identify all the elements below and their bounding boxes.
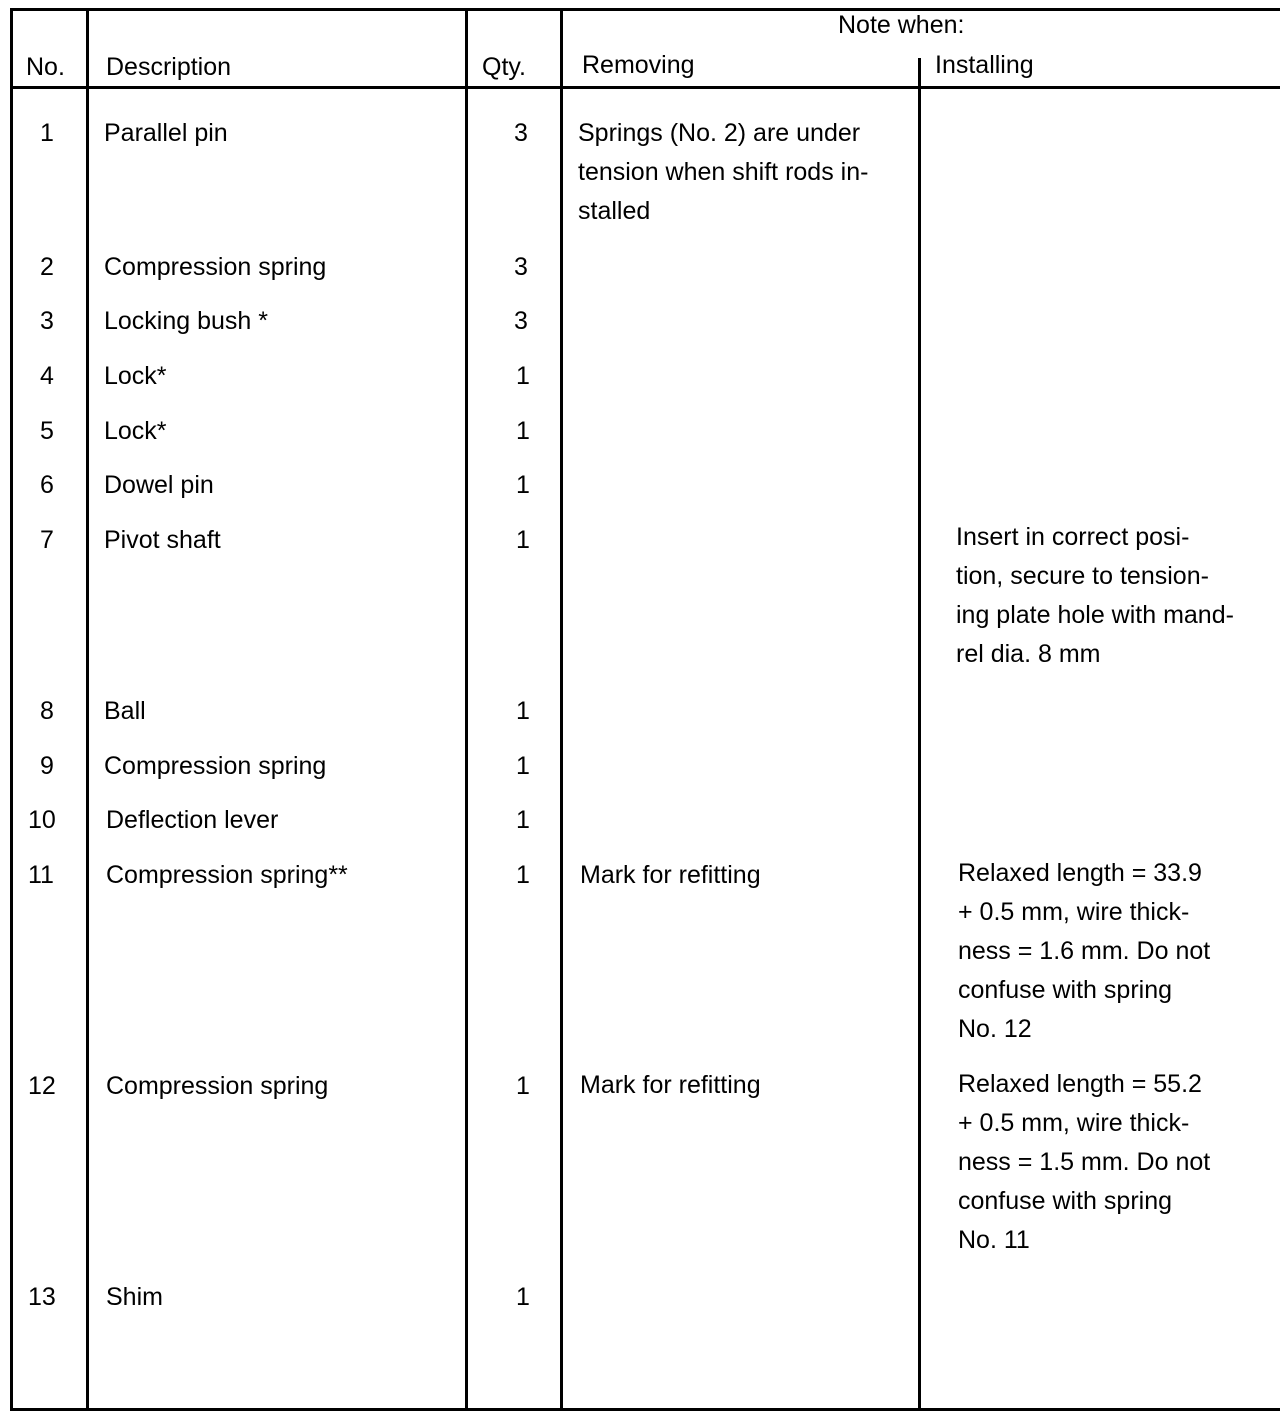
note-when-header: Note when:	[838, 11, 965, 39]
row-8-description: Ball	[104, 697, 146, 725]
row-12-installing-line-5: No. 11	[958, 1226, 1030, 1254]
row-13-description: Shim	[106, 1283, 163, 1311]
row-5-no: 5	[40, 417, 54, 445]
row-12-installing-line-3: ness = 1.5 mm. Do not	[958, 1148, 1211, 1176]
row-12-installing-line-1: Relaxed length = 55.2	[958, 1070, 1202, 1098]
header-qty: Qty.	[482, 53, 526, 81]
row-3-description: Locking bush *	[104, 307, 269, 335]
row-13-qty: 1	[516, 1283, 530, 1311]
row-11-description: Compression spring**	[106, 861, 348, 889]
row-2-qty: 3	[514, 253, 528, 281]
row-8-qty: 1	[516, 697, 530, 725]
row-12-description: Compression spring	[106, 1072, 329, 1100]
row-5-qty: 1	[516, 417, 530, 445]
row-1-no: 1	[40, 119, 54, 147]
header-installing: Installing	[935, 51, 1034, 79]
row-6-no: 6	[40, 471, 54, 499]
table-bottom-border	[10, 1408, 1280, 1411]
row-4-no: 4	[40, 362, 54, 390]
header-no: No.	[26, 53, 65, 81]
row-7-installing-line-2: tion, secure to tension-	[956, 562, 1209, 590]
row-1-qty: 3	[514, 119, 528, 147]
row-11-no: 11	[28, 861, 54, 889]
row-12-qty: 1	[516, 1072, 530, 1100]
table-top-border	[10, 8, 1280, 11]
row-12-removing: Mark for refitting	[580, 1071, 761, 1099]
row-7-installing-line-3: ing plate hole with mand-	[956, 601, 1234, 629]
row-3-no: 3	[40, 307, 54, 335]
row-9-no: 9	[40, 752, 54, 780]
row-11-installing-line-2: + 0.5 mm, wire thick-	[958, 898, 1190, 926]
row-1-removing-line-2: tension when shift rods in-	[578, 158, 869, 186]
row-11-installing-line-1: Relaxed length = 33.9	[958, 859, 1202, 887]
row-2-description: Compression spring	[104, 253, 327, 281]
row-7-description: Pivot shaft	[104, 526, 221, 554]
row-7-installing-line-4: rel dia. 8 mm	[956, 640, 1101, 668]
row-1-removing-line-3: stalled	[578, 197, 651, 225]
row-4-qty: 1	[516, 362, 530, 390]
row-12-installing-line-2: + 0.5 mm, wire thick-	[958, 1109, 1190, 1137]
row-10-qty: 1	[516, 806, 530, 834]
row-6-description: Dowel pin	[104, 471, 214, 499]
row-9-qty: 1	[516, 752, 530, 780]
col-divider-removing	[918, 58, 921, 1411]
row-10-no: 10	[28, 806, 56, 834]
row-5-description: Lock*	[104, 417, 167, 445]
row-2-no: 2	[40, 253, 54, 281]
header-description: Description	[106, 53, 232, 81]
row-3-qty: 3	[514, 307, 528, 335]
row-13-no: 13	[28, 1283, 56, 1311]
table-left-border	[10, 8, 13, 1411]
row-1-description: Parallel pin	[104, 119, 228, 147]
row-7-qty: 1	[516, 526, 530, 554]
row-6-qty: 1	[516, 471, 530, 499]
row-11-qty: 1	[516, 861, 530, 889]
row-7-no: 7	[40, 526, 54, 554]
row-7-installing-line-1: Insert in correct posi-	[956, 523, 1190, 551]
row-12-installing-line-4: confuse with spring	[958, 1187, 1173, 1215]
col-divider-no	[86, 8, 89, 1411]
col-divider-description	[465, 8, 468, 1411]
row-11-installing-line-3: ness = 1.6 mm. Do not	[958, 937, 1211, 965]
row-1-removing-line-1: Springs (No. 2) are under	[578, 119, 861, 147]
row-4-description: Lock*	[104, 362, 167, 390]
row-9-description: Compression spring	[104, 752, 327, 780]
col-divider-qty	[560, 8, 563, 1411]
row-10-description: Deflection lever	[106, 806, 279, 834]
row-12-no: 12	[28, 1072, 56, 1100]
header-removing: Removing	[582, 51, 695, 79]
row-11-removing: Mark for refitting	[580, 861, 761, 889]
row-11-installing-line-4: confuse with spring	[958, 976, 1173, 1004]
row-11-installing-line-5: No. 12	[958, 1015, 1032, 1043]
row-8-no: 8	[40, 697, 54, 725]
